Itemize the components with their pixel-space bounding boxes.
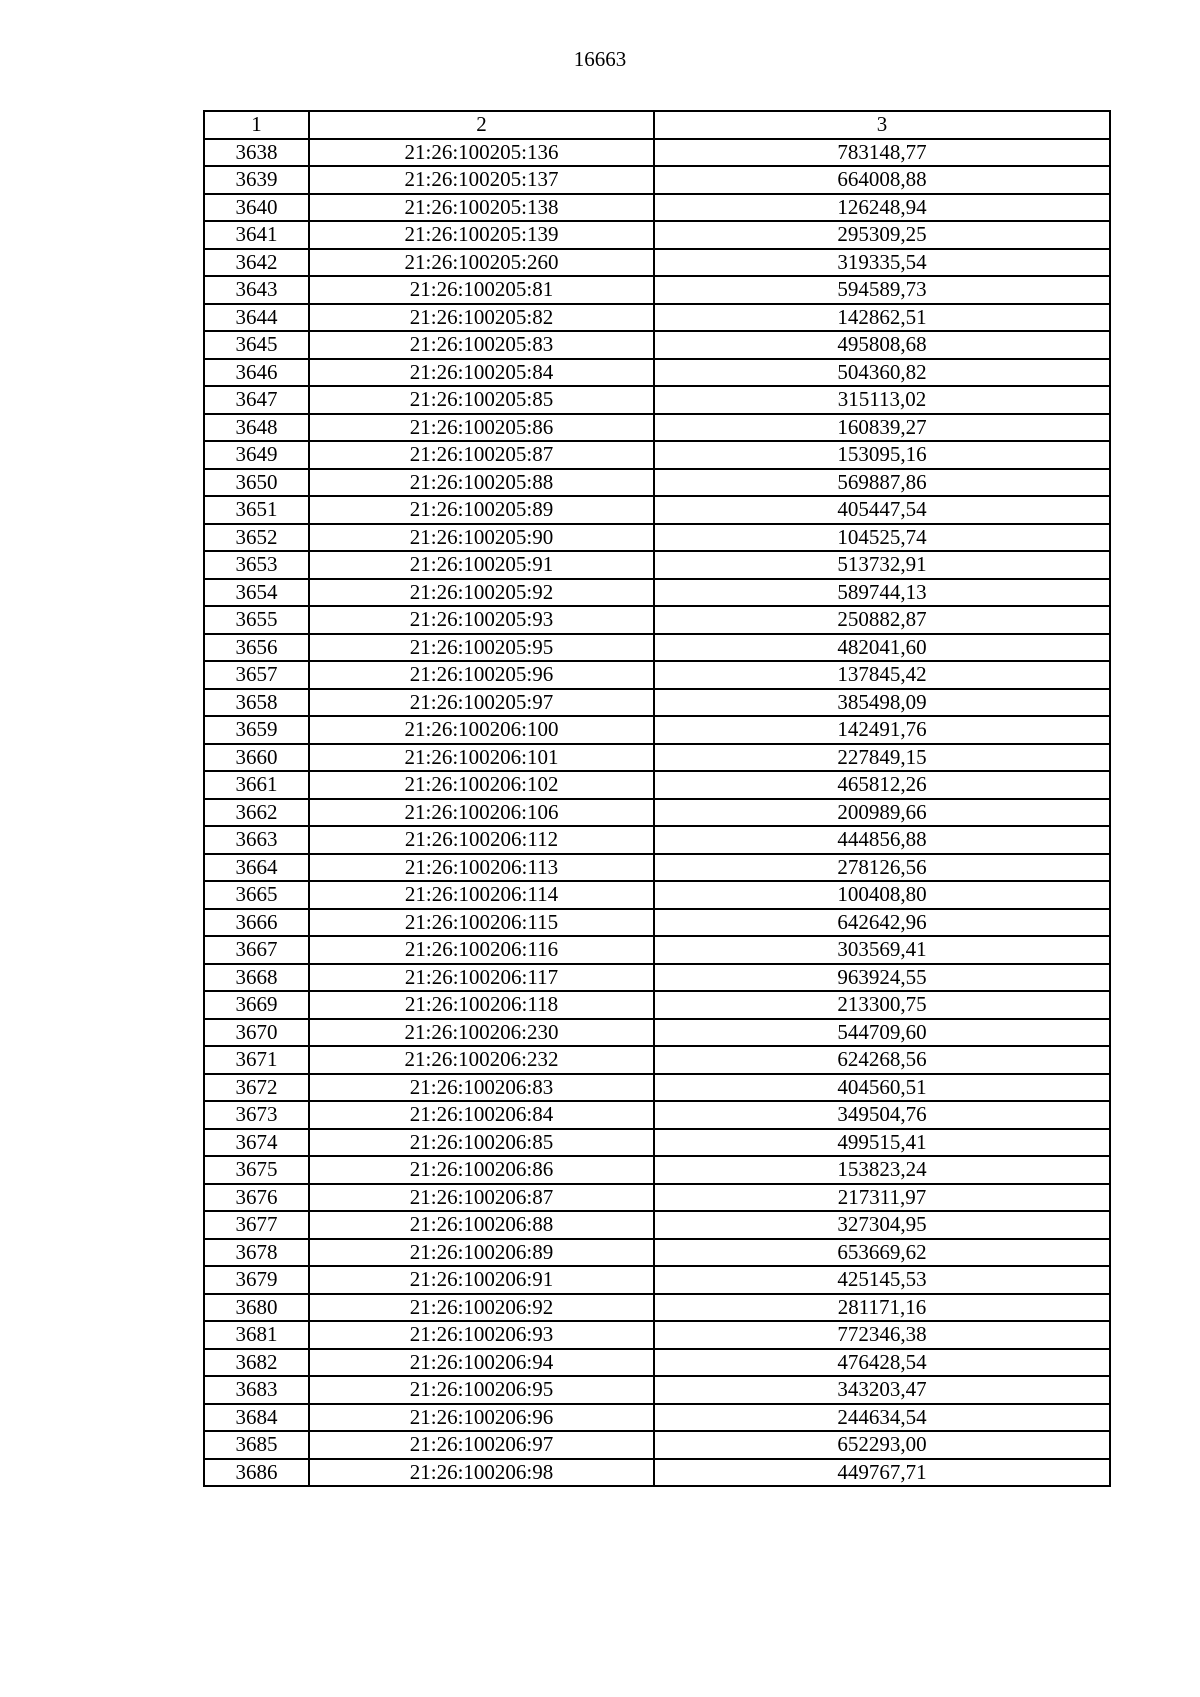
value-cell: 327304,95 bbox=[654, 1211, 1110, 1239]
cadastral-number-cell: 21:26:100206:115 bbox=[309, 909, 654, 937]
cadastral-number-cell: 21:26:100205:88 bbox=[309, 469, 654, 497]
data-table bbox=[203, 110, 1111, 1487]
value-cell: 499515,41 bbox=[654, 1129, 1110, 1157]
table-row bbox=[204, 1404, 1110, 1432]
table-row bbox=[204, 139, 1110, 167]
cadastral-number-cell: 21:26:100206:106 bbox=[309, 799, 654, 827]
table-row bbox=[204, 524, 1110, 552]
value-cell: 404560,51 bbox=[654, 1074, 1110, 1102]
value-cell: 504360,82 bbox=[654, 359, 1110, 387]
row-number-cell: 3674 bbox=[204, 1129, 309, 1157]
value-cell: 160839,27 bbox=[654, 414, 1110, 442]
value-cell: 476428,54 bbox=[654, 1349, 1110, 1377]
table-row bbox=[204, 881, 1110, 909]
row-number-cell: 3646 bbox=[204, 359, 309, 387]
row-number-cell: 3669 bbox=[204, 991, 309, 1019]
cadastral-number-cell: 21:26:100205:90 bbox=[309, 524, 654, 552]
cadastral-number-cell: 21:26:100206:95 bbox=[309, 1376, 654, 1404]
table-row bbox=[204, 1321, 1110, 1349]
value-cell: 569887,86 bbox=[654, 469, 1110, 497]
table-row bbox=[204, 414, 1110, 442]
table-row bbox=[204, 1349, 1110, 1377]
cadastral-number-cell: 21:26:100205:86 bbox=[309, 414, 654, 442]
table-row bbox=[204, 1211, 1110, 1239]
row-number-cell: 3659 bbox=[204, 716, 309, 744]
row-number-cell: 3681 bbox=[204, 1321, 309, 1349]
table-row bbox=[204, 1074, 1110, 1102]
value-cell: 642642,96 bbox=[654, 909, 1110, 937]
value-cell: 544709,60 bbox=[654, 1019, 1110, 1047]
row-number-cell: 3678 bbox=[204, 1239, 309, 1267]
row-number-cell: 3647 bbox=[204, 386, 309, 414]
table-row bbox=[204, 331, 1110, 359]
header-row bbox=[204, 111, 1110, 139]
cadastral-number-cell: 21:26:100206:89 bbox=[309, 1239, 654, 1267]
cadastral-number-cell: 21:26:100206:113 bbox=[309, 854, 654, 882]
row-number-cell: 3640 bbox=[204, 194, 309, 222]
cadastral-number-cell: 21:26:100205:87 bbox=[309, 441, 654, 469]
cadastral-number-cell: 21:26:100206:102 bbox=[309, 771, 654, 799]
table-row bbox=[204, 799, 1110, 827]
row-number-cell: 3665 bbox=[204, 881, 309, 909]
row-number-cell: 3677 bbox=[204, 1211, 309, 1239]
table-row bbox=[204, 166, 1110, 194]
row-number-cell: 3679 bbox=[204, 1266, 309, 1294]
value-cell: 465812,26 bbox=[654, 771, 1110, 799]
value-cell: 319335,54 bbox=[654, 249, 1110, 277]
cadastral-number-cell: 21:26:100206:92 bbox=[309, 1294, 654, 1322]
cadastral-number-cell: 21:26:100205:84 bbox=[309, 359, 654, 387]
cadastral-number-cell: 21:26:100205:89 bbox=[309, 496, 654, 524]
row-number-cell: 3645 bbox=[204, 331, 309, 359]
row-number-cell: 3642 bbox=[204, 249, 309, 277]
cadastral-number-cell: 21:26:100205:96 bbox=[309, 661, 654, 689]
value-cell: 278126,56 bbox=[654, 854, 1110, 882]
value-cell: 315113,02 bbox=[654, 386, 1110, 414]
row-number-cell: 3676 bbox=[204, 1184, 309, 1212]
table-row bbox=[204, 276, 1110, 304]
row-number-cell: 3653 bbox=[204, 551, 309, 579]
table-row bbox=[204, 606, 1110, 634]
value-cell: 244634,54 bbox=[654, 1404, 1110, 1432]
row-number-cell: 3673 bbox=[204, 1101, 309, 1129]
cadastral-number-cell: 21:26:100205:93 bbox=[309, 606, 654, 634]
table-row bbox=[204, 936, 1110, 964]
cadastral-number-cell: 21:26:100206:118 bbox=[309, 991, 654, 1019]
value-cell: 126248,94 bbox=[654, 194, 1110, 222]
value-cell: 513732,91 bbox=[654, 551, 1110, 579]
table-row bbox=[204, 551, 1110, 579]
column-header-1: 1 bbox=[204, 111, 309, 139]
row-number-cell: 3654 bbox=[204, 579, 309, 607]
table-row bbox=[204, 359, 1110, 387]
cadastral-number-cell: 21:26:100205:92 bbox=[309, 579, 654, 607]
table-body bbox=[204, 139, 1110, 1487]
row-number-cell: 3663 bbox=[204, 826, 309, 854]
table-row bbox=[204, 661, 1110, 689]
row-number-cell: 3671 bbox=[204, 1046, 309, 1074]
cadastral-number-cell: 21:26:100206:114 bbox=[309, 881, 654, 909]
value-cell: 963924,55 bbox=[654, 964, 1110, 992]
row-number-cell: 3682 bbox=[204, 1349, 309, 1377]
row-number-cell: 3684 bbox=[204, 1404, 309, 1432]
value-cell: 303569,41 bbox=[654, 936, 1110, 964]
row-number-cell: 3649 bbox=[204, 441, 309, 469]
cadastral-number-cell: 21:26:100206:98 bbox=[309, 1459, 654, 1487]
value-cell: 405447,54 bbox=[654, 496, 1110, 524]
value-cell: 772346,38 bbox=[654, 1321, 1110, 1349]
cadastral-number-cell: 21:26:100206:93 bbox=[309, 1321, 654, 1349]
table-row bbox=[204, 689, 1110, 717]
value-cell: 343203,47 bbox=[654, 1376, 1110, 1404]
table-row bbox=[204, 991, 1110, 1019]
row-number-cell: 3683 bbox=[204, 1376, 309, 1404]
table-row bbox=[204, 1184, 1110, 1212]
table-row bbox=[204, 1129, 1110, 1157]
row-number-cell: 3638 bbox=[204, 139, 309, 167]
value-cell: 652293,00 bbox=[654, 1431, 1110, 1459]
row-number-cell: 3651 bbox=[204, 496, 309, 524]
row-number-cell: 3657 bbox=[204, 661, 309, 689]
row-number-cell: 3644 bbox=[204, 304, 309, 332]
cadastral-number-cell: 21:26:100205:139 bbox=[309, 221, 654, 249]
table-row bbox=[204, 221, 1110, 249]
table-row bbox=[204, 771, 1110, 799]
value-cell: 444856,88 bbox=[654, 826, 1110, 854]
column-header-3: 3 bbox=[654, 111, 1110, 139]
value-cell: 217311,97 bbox=[654, 1184, 1110, 1212]
cadastral-number-cell: 21:26:100206:97 bbox=[309, 1431, 654, 1459]
cadastral-number-cell: 21:26:100205:82 bbox=[309, 304, 654, 332]
table-row bbox=[204, 469, 1110, 497]
value-cell: 281171,16 bbox=[654, 1294, 1110, 1322]
table-row bbox=[204, 1431, 1110, 1459]
table-row bbox=[204, 579, 1110, 607]
row-number-cell: 3675 bbox=[204, 1156, 309, 1184]
cadastral-number-cell: 21:26:100206:91 bbox=[309, 1266, 654, 1294]
table-row bbox=[204, 386, 1110, 414]
row-number-cell: 3650 bbox=[204, 469, 309, 497]
table-row bbox=[204, 304, 1110, 332]
row-number-cell: 3664 bbox=[204, 854, 309, 882]
value-cell: 213300,75 bbox=[654, 991, 1110, 1019]
value-cell: 482041,60 bbox=[654, 634, 1110, 662]
value-cell: 624268,56 bbox=[654, 1046, 1110, 1074]
table-row bbox=[204, 1101, 1110, 1129]
value-cell: 153095,16 bbox=[654, 441, 1110, 469]
cadastral-number-cell: 21:26:100206:112 bbox=[309, 826, 654, 854]
row-number-cell: 3658 bbox=[204, 689, 309, 717]
table-row bbox=[204, 964, 1110, 992]
row-number-cell: 3652 bbox=[204, 524, 309, 552]
value-cell: 385498,09 bbox=[654, 689, 1110, 717]
value-cell: 783148,77 bbox=[654, 139, 1110, 167]
table-row bbox=[204, 744, 1110, 772]
table-row bbox=[204, 249, 1110, 277]
row-number-cell: 3686 bbox=[204, 1459, 309, 1487]
table-row bbox=[204, 826, 1110, 854]
cadastral-number-cell: 21:26:100206:87 bbox=[309, 1184, 654, 1212]
table-row bbox=[204, 716, 1110, 744]
value-cell: 250882,87 bbox=[654, 606, 1110, 634]
value-cell: 589744,13 bbox=[654, 579, 1110, 607]
cadastral-number-cell: 21:26:100205:95 bbox=[309, 634, 654, 662]
row-number-cell: 3643 bbox=[204, 276, 309, 304]
row-number-cell: 3648 bbox=[204, 414, 309, 442]
row-number-cell: 3667 bbox=[204, 936, 309, 964]
row-number-cell: 3672 bbox=[204, 1074, 309, 1102]
cadastral-number-cell: 21:26:100206:116 bbox=[309, 936, 654, 964]
cadastral-number-cell: 21:26:100206:83 bbox=[309, 1074, 654, 1102]
cadastral-number-cell: 21:26:100205:260 bbox=[309, 249, 654, 277]
table-row bbox=[204, 1239, 1110, 1267]
value-cell: 137845,42 bbox=[654, 661, 1110, 689]
column-header-2: 2 bbox=[309, 111, 654, 139]
value-cell: 142862,51 bbox=[654, 304, 1110, 332]
table-row bbox=[204, 441, 1110, 469]
cadastral-number-cell: 21:26:100205:85 bbox=[309, 386, 654, 414]
cadastral-number-cell: 21:26:100205:136 bbox=[309, 139, 654, 167]
value-cell: 142491,76 bbox=[654, 716, 1110, 744]
table-header bbox=[204, 111, 1110, 139]
value-cell: 100408,80 bbox=[654, 881, 1110, 909]
table-row bbox=[204, 194, 1110, 222]
value-cell: 200989,66 bbox=[654, 799, 1110, 827]
value-cell: 664008,88 bbox=[654, 166, 1110, 194]
cadastral-number-cell: 21:26:100205:137 bbox=[309, 166, 654, 194]
cadastral-number-cell: 21:26:100206:94 bbox=[309, 1349, 654, 1377]
cadastral-number-cell: 21:26:100205:138 bbox=[309, 194, 654, 222]
value-cell: 104525,74 bbox=[654, 524, 1110, 552]
row-number-cell: 3656 bbox=[204, 634, 309, 662]
table-row bbox=[204, 1459, 1110, 1487]
cadastral-number-cell: 21:26:100205:83 bbox=[309, 331, 654, 359]
cadastral-number-cell: 21:26:100205:97 bbox=[309, 689, 654, 717]
table-row bbox=[204, 909, 1110, 937]
value-cell: 449767,71 bbox=[654, 1459, 1110, 1487]
row-number-cell: 3655 bbox=[204, 606, 309, 634]
cadastral-number-cell: 21:26:100205:91 bbox=[309, 551, 654, 579]
cadastral-number-cell: 21:26:100206:88 bbox=[309, 1211, 654, 1239]
table-row bbox=[204, 496, 1110, 524]
row-number-cell: 3639 bbox=[204, 166, 309, 194]
row-number-cell: 3660 bbox=[204, 744, 309, 772]
cadastral-number-cell: 21:26:100206:230 bbox=[309, 1019, 654, 1047]
cadastral-number-cell: 21:26:100206:84 bbox=[309, 1101, 654, 1129]
cadastral-number-cell: 21:26:100206:100 bbox=[309, 716, 654, 744]
table-row bbox=[204, 1156, 1110, 1184]
row-number-cell: 3661 bbox=[204, 771, 309, 799]
cadastral-number-cell: 21:26:100206:232 bbox=[309, 1046, 654, 1074]
value-cell: 495808,68 bbox=[654, 331, 1110, 359]
cadastral-number-cell: 21:26:100206:96 bbox=[309, 1404, 654, 1432]
page-number: 16663 bbox=[573, 47, 627, 71]
table-row bbox=[204, 1376, 1110, 1404]
value-cell: 425145,53 bbox=[654, 1266, 1110, 1294]
value-cell: 295309,25 bbox=[654, 221, 1110, 249]
row-number-cell: 3666 bbox=[204, 909, 309, 937]
row-number-cell: 3680 bbox=[204, 1294, 309, 1322]
cadastral-number-cell: 21:26:100206:85 bbox=[309, 1129, 654, 1157]
value-cell: 594589,73 bbox=[654, 276, 1110, 304]
table-row bbox=[204, 1046, 1110, 1074]
row-number-cell: 3670 bbox=[204, 1019, 309, 1047]
table-row bbox=[204, 1019, 1110, 1047]
cadastral-number-cell: 21:26:100206:117 bbox=[309, 964, 654, 992]
value-cell: 153823,24 bbox=[654, 1156, 1110, 1184]
value-cell: 227849,15 bbox=[654, 744, 1110, 772]
table-row bbox=[204, 1294, 1110, 1322]
table-row bbox=[204, 1266, 1110, 1294]
cadastral-number-cell: 21:26:100205:81 bbox=[309, 276, 654, 304]
table-row bbox=[204, 854, 1110, 882]
row-number-cell: 3685 bbox=[204, 1431, 309, 1459]
cadastral-number-cell: 21:26:100206:101 bbox=[309, 744, 654, 772]
row-number-cell: 3641 bbox=[204, 221, 309, 249]
table-row bbox=[204, 634, 1110, 662]
row-number-cell: 3662 bbox=[204, 799, 309, 827]
cadastral-number-cell: 21:26:100206:86 bbox=[309, 1156, 654, 1184]
value-cell: 349504,76 bbox=[654, 1101, 1110, 1129]
value-cell: 653669,62 bbox=[654, 1239, 1110, 1267]
row-number-cell: 3668 bbox=[204, 964, 309, 992]
